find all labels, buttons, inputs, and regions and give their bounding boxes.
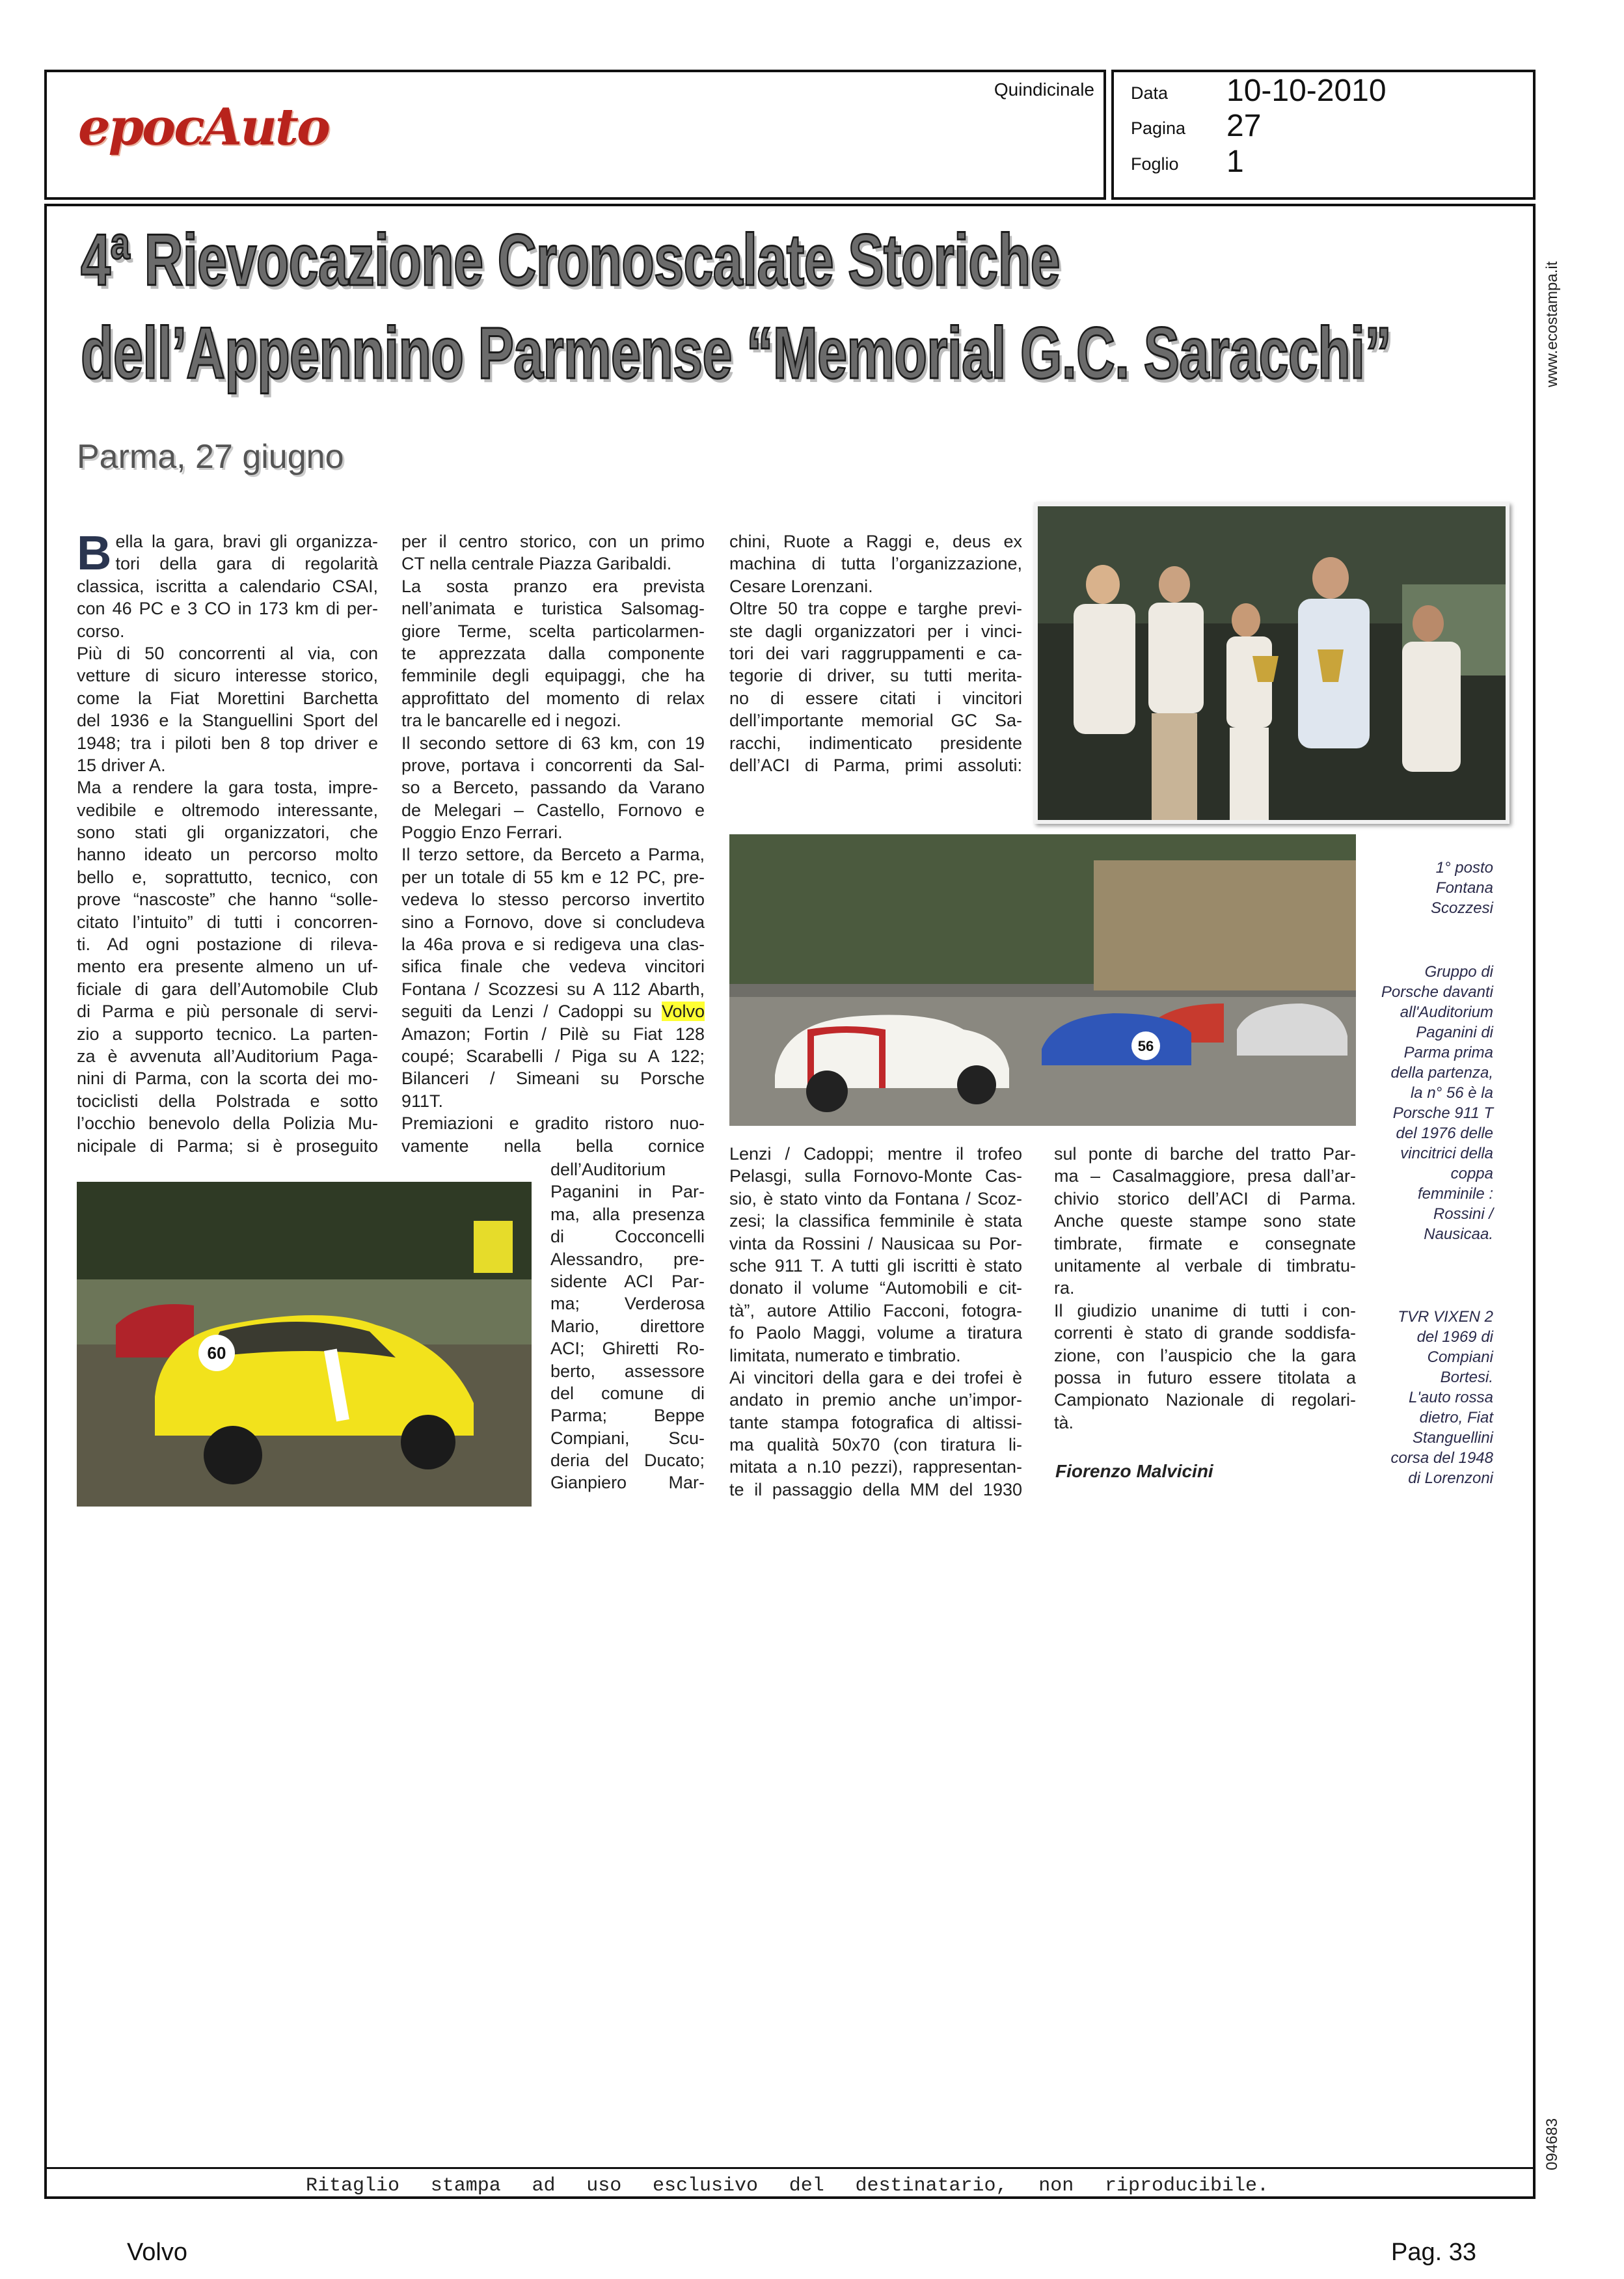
article-column-3-bottom <box>729 1143 1022 1501</box>
text-line: 1948; tra i piloti ben 8 top driver e <box>77 733 378 753</box>
text-line: la 46a prova e si redigeva una clas- <box>401 935 705 955</box>
text-line: 911T. <box>401 1091 444 1111</box>
article-author: Fiorenzo Malvicini <box>1055 1461 1213 1481</box>
article-title-line1: 4ª Rievocazione Cronoscalate Storiche <box>81 219 1060 301</box>
text-line: femminile degli equipaggi, che ha <box>401 666 705 686</box>
text-line: racchi, indimenticato presidente <box>729 733 1022 753</box>
text-line: corso. <box>77 621 125 641</box>
drop-cap: B <box>77 526 112 580</box>
text-line: tegorie di driver, su tutti merita- <box>729 666 1022 686</box>
text-line: deria del Ducato; <box>550 1451 705 1471</box>
photo-porsche-group <box>729 834 1356 1126</box>
text-line: fo Paolo Maggi, volume a tiratura <box>729 1323 1022 1343</box>
text-line: bello e, soprattutto, tecnico, con <box>77 867 378 887</box>
article-column-2 <box>401 530 705 1157</box>
text-line: La sosta pranzo era prevista <box>401 576 705 596</box>
text-line: vinta da Rossini / Nausicaa su Por- <box>729 1233 1022 1253</box>
text-line: de Melegari – Castello, Fornovo e <box>401 800 705 820</box>
text-line: citato l’intuito” di tutti i concorren- <box>77 912 378 932</box>
text-line: come la Fiat Morettini Barchetta <box>77 688 378 708</box>
text-line: con 46 PC e 3 CO in 173 km di per- <box>77 599 378 619</box>
text-line: no di essere citati i vincitori <box>729 688 1022 708</box>
text-line: tà”, autore Attilio Facconi, fotogra- <box>729 1300 1022 1320</box>
tvr-photo-graphic <box>77 1182 532 1507</box>
article-column-3-top <box>729 530 1022 776</box>
text-line: tori della gara di regolarità <box>115 554 378 574</box>
text-line: zesi; la classifica femminile è stata <box>729 1211 1022 1231</box>
caption-tvr: TVR VIXEN 2 del 1969 di Compiani Bortesi. L'auto rossa dietro, Fiat Stanguellini corsa del 1948 di Lorenzoni <box>1390 1308 1493 1487</box>
text-line: tà. <box>1054 1412 1074 1432</box>
text-line: vamente nella bella cornice <box>401 1136 705 1156</box>
text-line: Ai vincitori della gara e dei trofei è <box>729 1367 1022 1387</box>
text-line: ma, alla presenza <box>550 1204 705 1224</box>
page-number: Pag. 33 <box>1391 2239 1476 2266</box>
text-line: ste dagli organizzatori per i vinci- <box>729 621 1022 641</box>
article-dateline: Parma, 27 giugno <box>77 438 344 476</box>
disclaimer: Ritaglio stampa ad uso esclusivo del destinatario, non riproducibile. <box>306 2175 1269 2197</box>
text-line: nicipale di Parma; si è proseguito <box>77 1136 378 1156</box>
text-line: Poggio Enzo Ferrari. <box>401 823 563 843</box>
text-line: mitata a n.10 pezzi), rappresentan- <box>729 1457 1022 1477</box>
article-column-2-continued <box>550 1158 705 1494</box>
text-line: nini di Parma, con la scorta dei mo- <box>77 1069 378 1089</box>
text-line: Premiazioni e gradito ristoro nuo- <box>401 1113 705 1134</box>
text-line: Paganini in Par- <box>550 1182 705 1202</box>
text-line: vedeva lo stesso percorso invertito <box>401 890 705 910</box>
text-line: unitamente al verbale di timbratu- <box>1054 1255 1356 1276</box>
text-line: coupé; Scarabelli / Piga su A 122; <box>401 1046 705 1066</box>
tvr-number: 60 <box>207 1343 226 1363</box>
article-column-4 <box>1054 1143 1356 1434</box>
text-line: Bilanceri / Simeani su Porsche <box>401 1069 705 1089</box>
text-line: Il giudizio unanime di tutti i con- <box>1054 1300 1356 1320</box>
text-line: Alessandro, pre- <box>550 1249 705 1269</box>
pagina-value: 27 <box>1226 109 1262 143</box>
text-line: Più di 50 concorrenti al via, con <box>77 643 378 663</box>
text-line: Amazon; Fortin / Pilè su Fiat 128 <box>401 1024 705 1044</box>
text-line: per un totale di 55 km e 12 PC, pre- <box>401 867 705 887</box>
foglio-label: Foglio <box>1131 154 1179 174</box>
text-line: dell’Auditorium <box>550 1160 666 1179</box>
text-line: correnti è stato di grande soddisfa- <box>1054 1323 1356 1343</box>
text-line: machina di tutta l’organizzazione, <box>729 554 1022 574</box>
caption-podium: 1° posto Fontana Scozzesi <box>1430 859 1493 917</box>
text-line: nell’animata e turistica Salsomag- <box>401 599 705 619</box>
text-line: Ma a rendere la gara tosta, impre- <box>77 778 378 798</box>
text-line: tra le bancarelle ed i negozi. <box>401 711 621 731</box>
text-line: timbrate, firmate e consegnate <box>1054 1233 1356 1253</box>
text-line: te il passaggio della MM del 1930 <box>729 1479 1022 1499</box>
foglio-value: 1 <box>1226 144 1244 179</box>
porsche-photo-graphic <box>729 834 1356 1126</box>
text-line: Lenzi / Cadoppi; mentre il trofeo <box>729 1144 1022 1164</box>
photo-podium-winners <box>1034 502 1509 824</box>
text-line: ma – Casalmaggiore, presa dall’ar- <box>1054 1166 1356 1186</box>
text-line: seguiti da Lenzi / Cadoppi su Volvo <box>401 1002 705 1022</box>
text-line: dell’ACI di Parma, primi assoluti: <box>729 755 1022 775</box>
text-line: sul ponte di barche del tratto Par- <box>1054 1144 1356 1164</box>
text-line: sche 911 T. A tutti gli iscritti è stato <box>729 1255 1022 1276</box>
text-line: ella la gara, bravi gli organizza- <box>115 532 378 551</box>
text-line: tori dei vari raggruppamenti e ca- <box>729 643 1022 663</box>
text-line: vedibile e oltremodo interessante, <box>77 800 378 820</box>
text-line: ACI; Ghiretti Ro- <box>550 1339 705 1359</box>
text-line: di Parma e più personale di servi- <box>77 1002 378 1022</box>
text-line: Campionato Nazionale di regolari- <box>1054 1390 1356 1410</box>
text-line: giore Terme, scelta particolarmen- <box>401 621 705 641</box>
text-line: ma; Verderosa <box>550 1294 705 1314</box>
text-line: classica, iscritta a calendario CSAI, <box>77 576 378 596</box>
text-line: donato il volume “Automobili e cit- <box>729 1278 1022 1298</box>
article-column-1 <box>77 526 378 1157</box>
text-line: mento era presente almeno un uf- <box>77 957 378 977</box>
text-line: Pelasgi, sulla Fornovo-Monte Cas- <box>729 1166 1022 1186</box>
text-line: za è avvenuta all’Auditorium Paga- <box>77 1046 378 1066</box>
pagina-label: Pagina <box>1131 118 1186 138</box>
ecostampa-website: www.ecostampa.it <box>1543 261 1561 387</box>
text-line: del 1936 e la Stanguellini Sport del <box>77 711 378 731</box>
epocauto-logo: epocAuto <box>78 98 329 157</box>
text-line: sidente ACI Par- <box>550 1271 705 1291</box>
text-line: prove “nascoste” che hanno “solle- <box>77 890 378 910</box>
data-value: 10-10-2010 <box>1226 74 1387 108</box>
text-line: l’occhio benevolo della Polizia Mu- <box>77 1113 378 1134</box>
text-line: tociclisti della Polstrada e sotto <box>77 1091 378 1111</box>
text-line: sono stati gli organizzatori, che <box>77 823 378 843</box>
text-line: limitata, numerato e timbratio. <box>729 1345 961 1365</box>
text-line: zio a supporto tecnico. La parten- <box>77 1024 378 1044</box>
text-line: Compiani, Scu- <box>550 1428 705 1448</box>
text-line: sifica finale che vedeva vincitori <box>401 957 705 977</box>
text-line: so a Berceto, passando da Varano <box>401 778 705 798</box>
text-line: per il centro storico, con un primo <box>401 532 705 551</box>
text-line: hanno ideato un percorso molto <box>77 845 378 865</box>
search-highlight: Volvo <box>661 1002 705 1022</box>
text-line: ficiale di gara dell’Automobile Club <box>77 979 378 999</box>
data-label: Data <box>1131 83 1169 103</box>
text-line: 15 driver A. <box>77 755 166 775</box>
text-line: Il secondo settore di 63 km, con 19 <box>401 733 705 753</box>
page-keyword: Volvo <box>127 2239 187 2266</box>
text-line: possa in futuro essere titolata a <box>1054 1367 1356 1387</box>
text-line: tante stampa fotografica di altissi- <box>729 1412 1022 1432</box>
text-line: di Cocconcelli <box>550 1227 705 1247</box>
text-line: Il terzo settore, da Berceto a Parma, <box>401 845 705 865</box>
text-line: chivio storico dell’ACI di Parma. <box>1054 1188 1356 1208</box>
text-line: vetture di sicuro interesse storico, <box>77 666 378 686</box>
text-line: chini, Ruote a Raggi e, deus ex <box>729 532 1022 551</box>
text-line: ti. Ad ogni postazione di rileva- <box>77 935 378 955</box>
archive-code: 094683 <box>1543 2118 1561 2170</box>
text-line: Gianpiero Mar- <box>550 1473 705 1493</box>
text-line: prove, portava i concorrenti da Sal- <box>401 755 705 775</box>
text-line: ma qualità 50x70 (con tiratura li- <box>729 1435 1022 1455</box>
text-line: ra. <box>1054 1278 1075 1298</box>
text-line: Fontana / Scozzesi su A 112 Abarth, <box>401 979 705 999</box>
text-line: Anche queste stampe sono state <box>1054 1211 1356 1231</box>
frequency-label: Quindicinale <box>994 79 1094 100</box>
text-line: andato in premio anche un’impor- <box>729 1390 1022 1410</box>
text-line: te apprezzata dalla componente <box>401 643 705 663</box>
podium-photo-graphic <box>1038 506 1509 824</box>
article-title-line2: dell’Appennino Parmense “Memorial G.C. Saracchi” <box>81 312 1392 394</box>
text-line: Mario, direttore <box>550 1316 705 1336</box>
porsche-number-badge <box>1131 1031 1160 1060</box>
text-line: Parma; Beppe <box>550 1406 705 1426</box>
text-line: sio, è stato vinto da Fontana / Scoz- <box>729 1188 1022 1208</box>
text-line: dell’importante memorial GC Sa- <box>729 711 1022 731</box>
text-line: zione, con l’auspicio che la gara <box>1054 1345 1356 1365</box>
text-line: Oltre 50 tra coppe e targhe previ- <box>729 599 1022 619</box>
porsche-number: 56 <box>1137 1038 1154 1054</box>
caption-porsche-group: Gruppo di Porsche davanti all'Auditorium Paganini di Parma prima della partenza, la n° 56 è la Porsche 911 T del 1976 delle vincitrici della coppa femminile : Rossini / Nausicaa. <box>1381 963 1493 1243</box>
photo-tvr-vixen <box>77 1182 532 1507</box>
text-line: sino a Fornovo, dove si concludeva <box>401 912 705 932</box>
text-line: Cesare Lorenzani. <box>729 576 873 596</box>
footer-divider <box>44 2167 1536 2169</box>
text-line: del comune di <box>550 1383 705 1403</box>
text-line: berto, assessore <box>550 1361 705 1381</box>
text-line: CT nella centrale Piazza Garibaldi. <box>401 554 672 574</box>
text-line: approfittato del momento di relax <box>401 688 705 708</box>
